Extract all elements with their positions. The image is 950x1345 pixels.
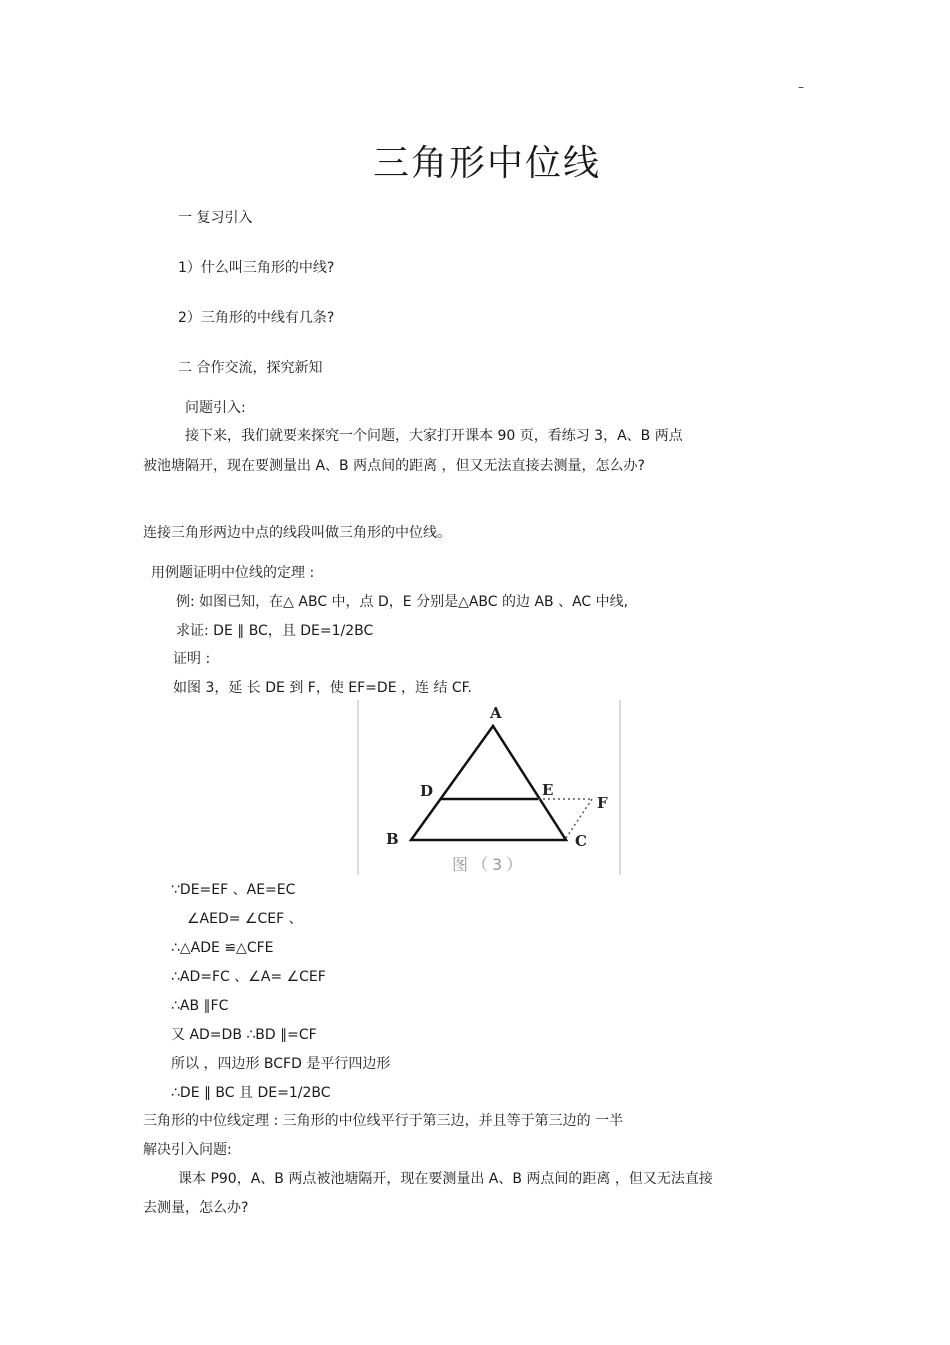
prove-statement: 求证: DE ∥ BC，且 DE=1/2BC <box>176 623 374 639</box>
corner-mark: – <box>798 80 804 94</box>
label-a: A <box>490 704 502 722</box>
proof-intro: 用例题证明中位线的定理 : <box>151 565 315 581</box>
solve-line-2: 去测量，怎么办? <box>143 1200 249 1216</box>
review-question-2: 2）三角形的中线有几条? <box>178 310 335 326</box>
label-e: E <box>542 781 554 799</box>
label-f: F <box>597 794 608 812</box>
proof-step-3: ∴△ADE ≌△CFE <box>171 940 274 956</box>
label-b: B <box>386 830 399 848</box>
example-statement: 例: 如图已知，在△ ABC 中，点 D，E 分别是△ABC 的边 AB 、AC 中线, <box>176 594 629 610</box>
page-title: 三角形中位线 <box>373 143 602 184</box>
label-c: C <box>575 832 587 850</box>
proof-step-5: ∴AB ∥FC <box>171 998 229 1014</box>
proof-step-7: 所以 ，四边形 BCFD 是平行四边形 <box>171 1056 391 1072</box>
proof-label: 证明 : <box>173 651 211 667</box>
triangle-figure <box>357 700 621 875</box>
solve-line-1: 课本 P90，A、B 两点被池塘隔开，现在要测量出 A、B 两点间的距离 ，但又无法直接 <box>178 1171 713 1187</box>
proof-step-4: ∴AD=FC 、∠A= ∠CEF <box>171 969 326 985</box>
problem-intro-label: 问题引入: <box>185 400 246 416</box>
section-2-heading: 二 合作交流，探究新知 <box>178 360 323 376</box>
section-1-heading: 一 复习引入 <box>178 210 253 226</box>
midline-theorem: 三角形的中位线定理 : 三角形的中位线平行于第三边，并且等于第三边的 一半 <box>143 1113 624 1129</box>
figure-caption: 图（3） <box>452 855 527 874</box>
proof-step-6: 又 AD=DB ∴BD ∥=CF <box>171 1027 317 1043</box>
problem-intro-line-2: 被池塘隔开，现在要测量出 A、B 两点间的距离 ，但又无法直接去测量，怎么办? <box>143 458 645 474</box>
midline-definition: 连接三角形两边中点的线段叫做三角形的中位线。 <box>143 525 451 541</box>
proof-step-1: ∵DE=EF 、AE=EC <box>171 882 296 898</box>
proof-construction: 如图 3，延 长 DE 到 F，使 EF=DE ，连 结 CF. <box>173 680 472 696</box>
triangle-diagram <box>357 700 621 875</box>
label-d: D <box>420 782 434 800</box>
proof-step-8: ∴DE ∥ BC 且 DE=1/2BC <box>171 1085 331 1101</box>
solve-label: 解决引入问题: <box>143 1142 232 1158</box>
problem-intro-line-1: 接下来，我们就要来探究一个问题，大家打开课本 90 页，看练习 3，A、B 两点 <box>185 428 683 444</box>
review-question-1: 1）什么叫三角形的中线? <box>178 260 335 276</box>
proof-step-2: ∠AED= ∠CEF 、 <box>187 911 303 927</box>
